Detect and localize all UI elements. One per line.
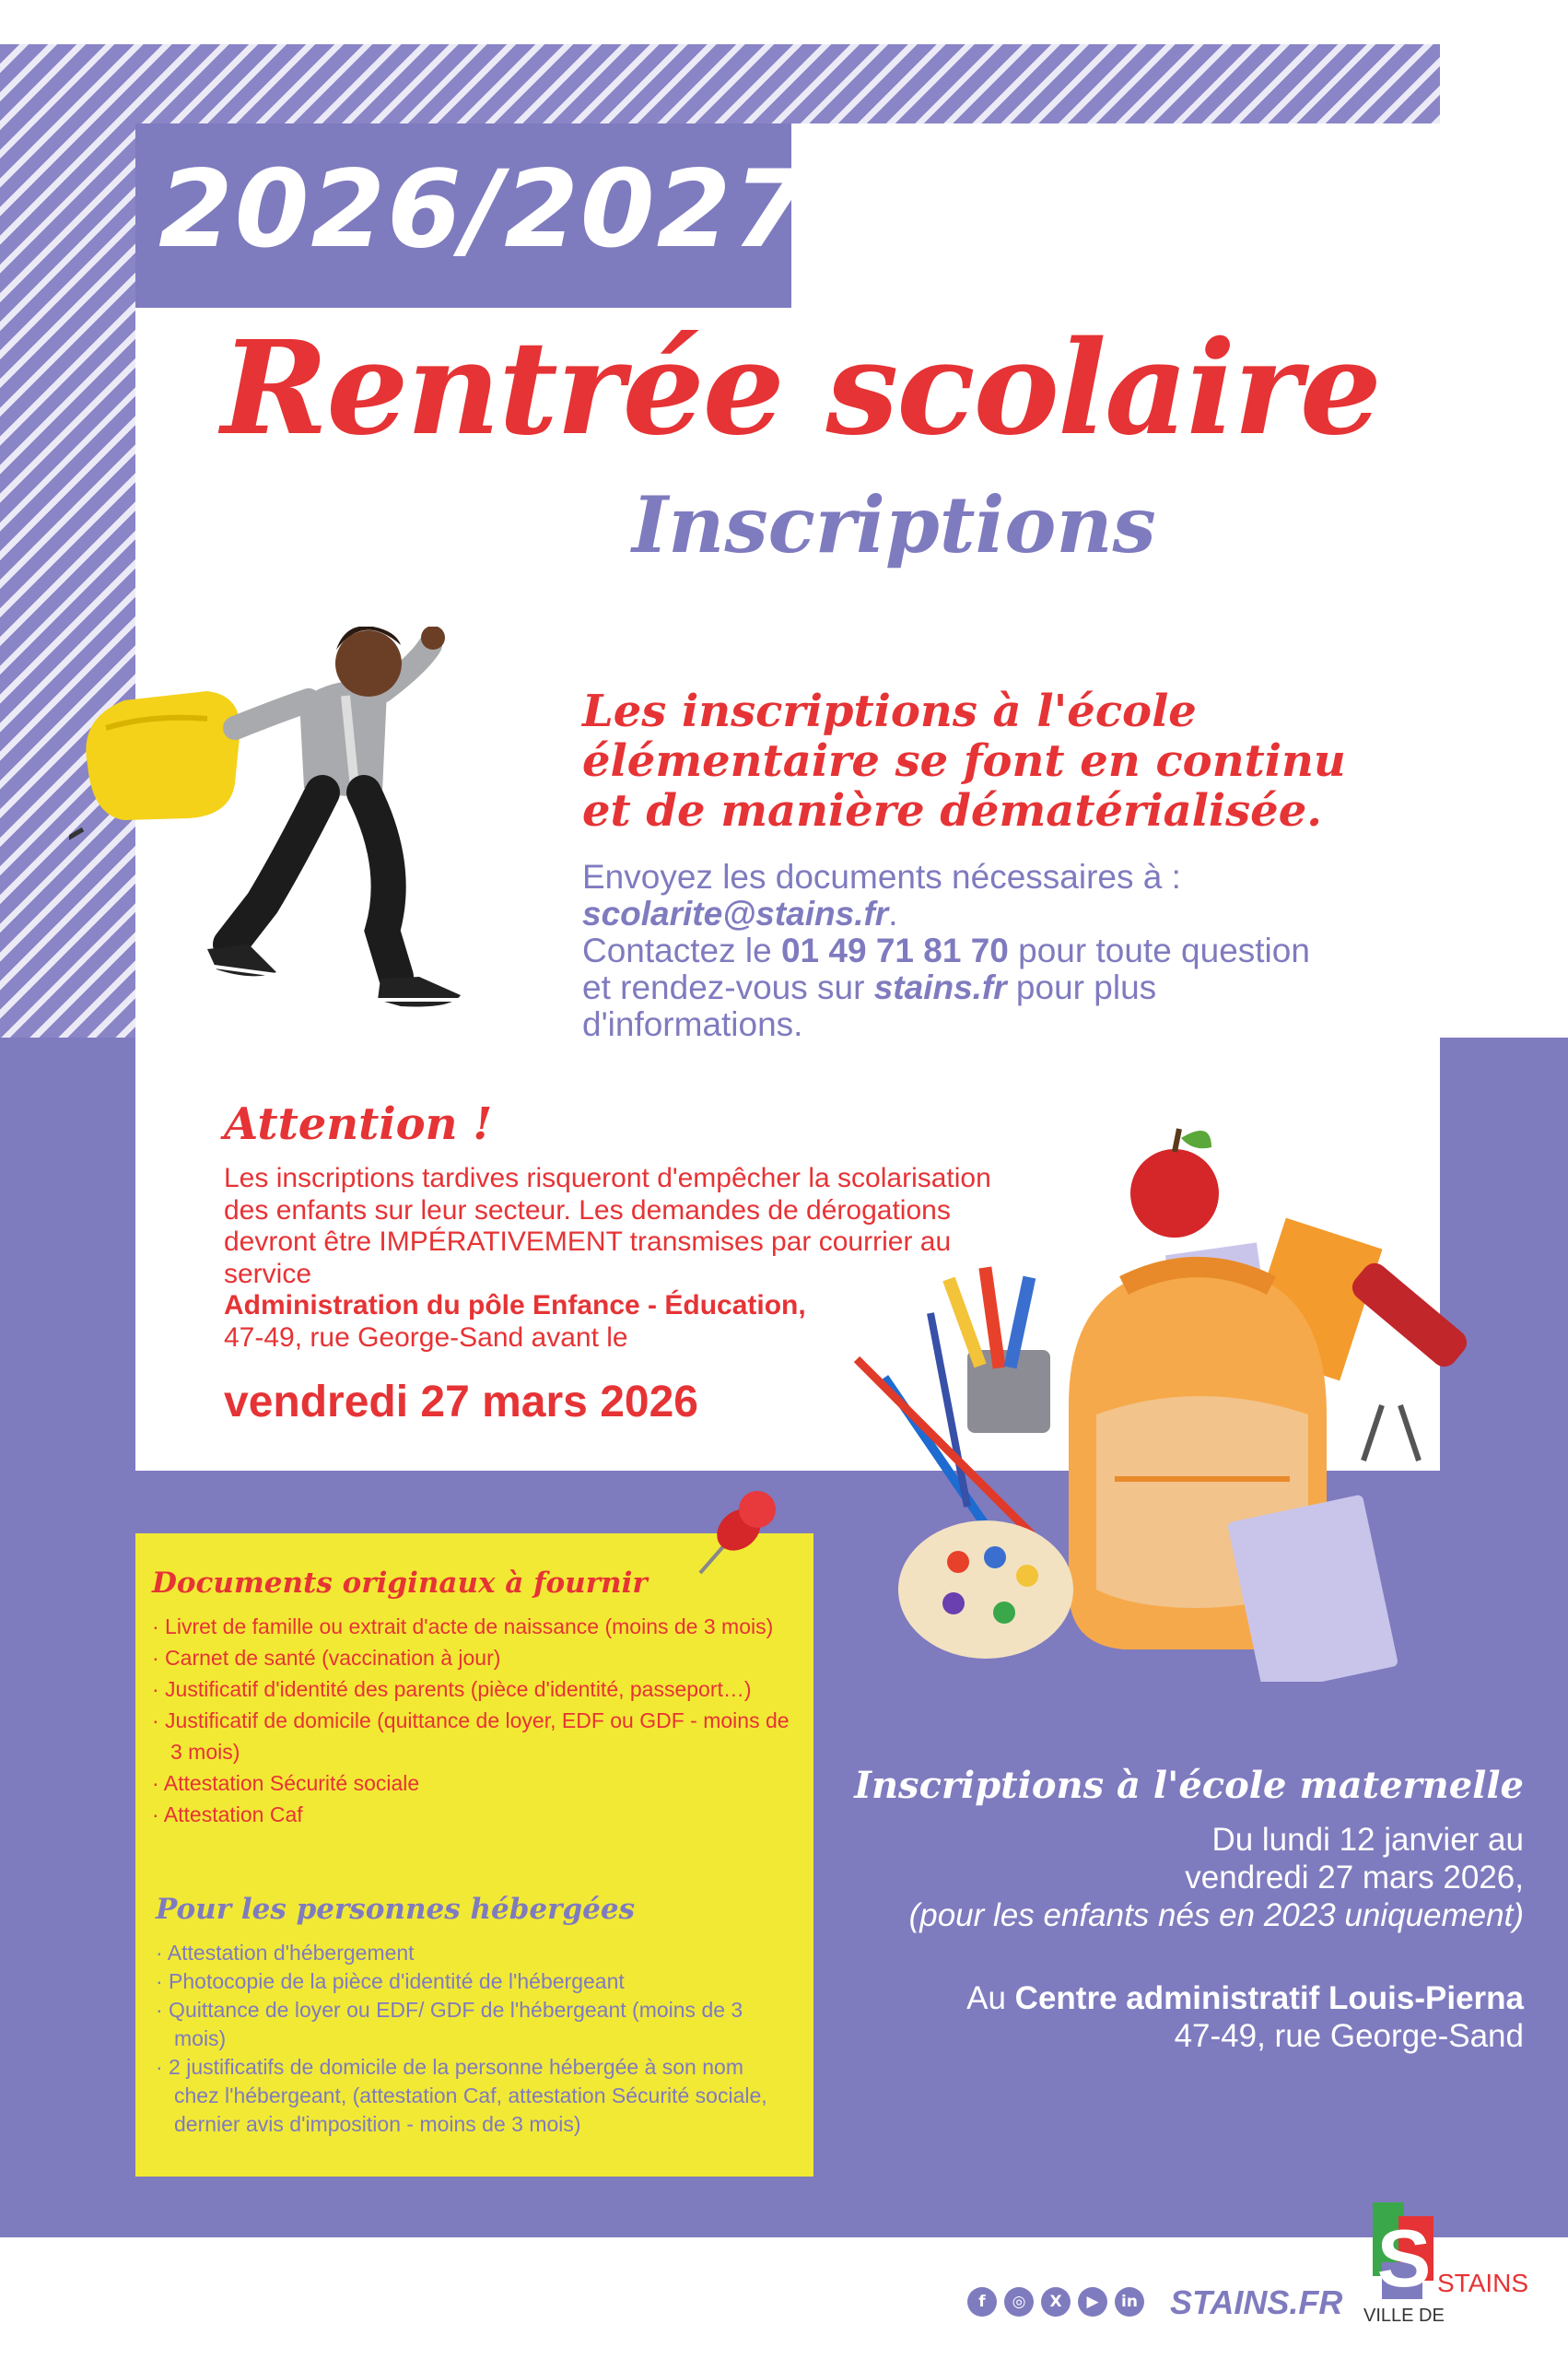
logo-prefix: VILLE DE <box>1363 2306 1445 2326</box>
push-pin-icon <box>682 1485 783 1587</box>
logo-letter: S <box>1376 2212 1432 2304</box>
attention-service: Administration du pôle Enfance - Éducation, <box>224 1290 806 1320</box>
location-prefix: Au <box>966 1980 1015 2016</box>
list-item: · Justificatif de domicile (quittance de loyer, EDF ou GDF - moins de 3 mois) <box>152 1708 790 1764</box>
list-item: · Quittance de loyer ou EDF/ GDF de l'hébergeant (moins de 3 mois) <box>156 1998 743 2050</box>
list-item: · Livret de famille ou extrait d'acte de naissance (moins de 3 mois) <box>152 1614 774 1638</box>
maternelle-note: (pour les enfants nés en 2023 uniquement) <box>908 1897 1524 1933</box>
email-link[interactable]: scolarite@stains.fr <box>582 895 889 933</box>
school-supplies-illustration <box>848 1110 1492 1682</box>
documents-heading: Documents originaux à fournir <box>152 1567 648 1600</box>
youtube-icon[interactable]: ▶ <box>1078 2287 1107 2317</box>
documents-box <box>135 1533 813 2177</box>
list-item: · Carnet de santé (vaccination à jour) <box>152 1646 501 1670</box>
contact-label: Contactez le <box>582 932 781 969</box>
pencil-cup-icon <box>942 1267 1050 1433</box>
facebook-icon[interactable]: f <box>967 2287 997 2317</box>
credit-line: | CRÉATION GRAPHIQUE, IMPRESSION © VILLE DE STAINS | PHOTOS-ILLUSTRATIONS © ADOBE | JANVIER 2026 | <box>1553 1755 1562 2212</box>
logo-name: STAINS <box>1437 2269 1529 2297</box>
phone-number[interactable]: 01 49 71 81 70 <box>780 932 1009 969</box>
list-item: · Justificatif d'identité des parents (pièce d'identité, passeport…) <box>152 1677 752 1701</box>
intro-text <box>582 859 1338 1043</box>
telescope-icon <box>1347 1258 1472 1461</box>
list-item: · Photocopie de la pièce d'identité de l'hébergeant <box>156 1969 625 1993</box>
apple-icon <box>1130 1129 1219 1238</box>
list-item: · Attestation Sécurité sociale <box>152 1771 420 1795</box>
attention-deadline: vendredi 27 mars 2026 <box>224 1378 698 1426</box>
attention-address: 47-49, rue George-Sand avant le <box>224 1321 628 1353</box>
page-title: Rentrée scolaire <box>221 313 1380 464</box>
hosted-documents-list <box>156 1939 791 2139</box>
maternelle-end-date: vendredi 27 mars 2026, <box>1185 1860 1524 1895</box>
location-name: Centre administratif Louis-Pierna <box>1014 1980 1524 2016</box>
contact-text: pour toute question et rendez-vous sur <box>582 932 1310 1006</box>
maternelle-dates <box>787 1821 1524 1934</box>
documents-list <box>152 1611 797 1830</box>
attention-heading: Attention ! <box>224 1098 493 1150</box>
x-icon[interactable]: X <box>1041 2287 1071 2317</box>
list-item: · Attestation d'hébergement <box>156 1941 415 1965</box>
email-end: . <box>888 895 898 933</box>
running-child-illustration <box>69 627 548 1032</box>
school-year: 2026/2027 <box>158 147 810 272</box>
yellow-backpack-icon <box>69 691 240 843</box>
intro-line-1: Envoyez les documents nécessaires à : <box>582 858 1181 896</box>
website-footer-link[interactable]: STAINS.FR <box>1170 2283 1343 2321</box>
attention-paragraph: Les inscriptions tardives risqueront d'empêcher la scolarisation des enfants sur leur secteur. Les demandes de dérogations devront être IMPÉRATIVEMENT transmises par courrier au service <box>224 1163 991 1289</box>
website-link[interactable]: stains.fr <box>873 968 1007 1006</box>
linkedin-icon[interactable]: in <box>1115 2287 1144 2317</box>
list-item: · 2 justificatifs de domicile de la personne hébergée à son nom chez l'hébergeant, (attestation Caf, attestation Sécurité sociale, dernier avis d'imposition - moins de 3 mois) <box>156 2055 767 2136</box>
paint-palette-icon <box>898 1520 1073 1659</box>
location-address: 47-49, rue George-Sand <box>1174 2018 1524 2054</box>
maternelle-heading: Inscriptions à l'école maternelle <box>854 1764 1524 1807</box>
hosted-heading: Pour les personnes hébergées <box>156 1893 636 1926</box>
instagram-icon[interactable]: ◎ <box>1004 2287 1034 2317</box>
maternelle-start-date: Du lundi 12 janvier au <box>1211 1822 1524 1858</box>
list-item: · Attestation Caf <box>152 1802 303 1826</box>
maternelle-location <box>787 1979 1524 2055</box>
info-text: pour plus d'informations. <box>582 968 1157 1043</box>
page-subtitle: Inscriptions <box>632 479 1156 570</box>
social-links <box>967 2287 1144 2317</box>
intro-headline: Les inscriptions à l'école élémentaire se font en continu et de manière dématérialisée. <box>582 686 1346 837</box>
